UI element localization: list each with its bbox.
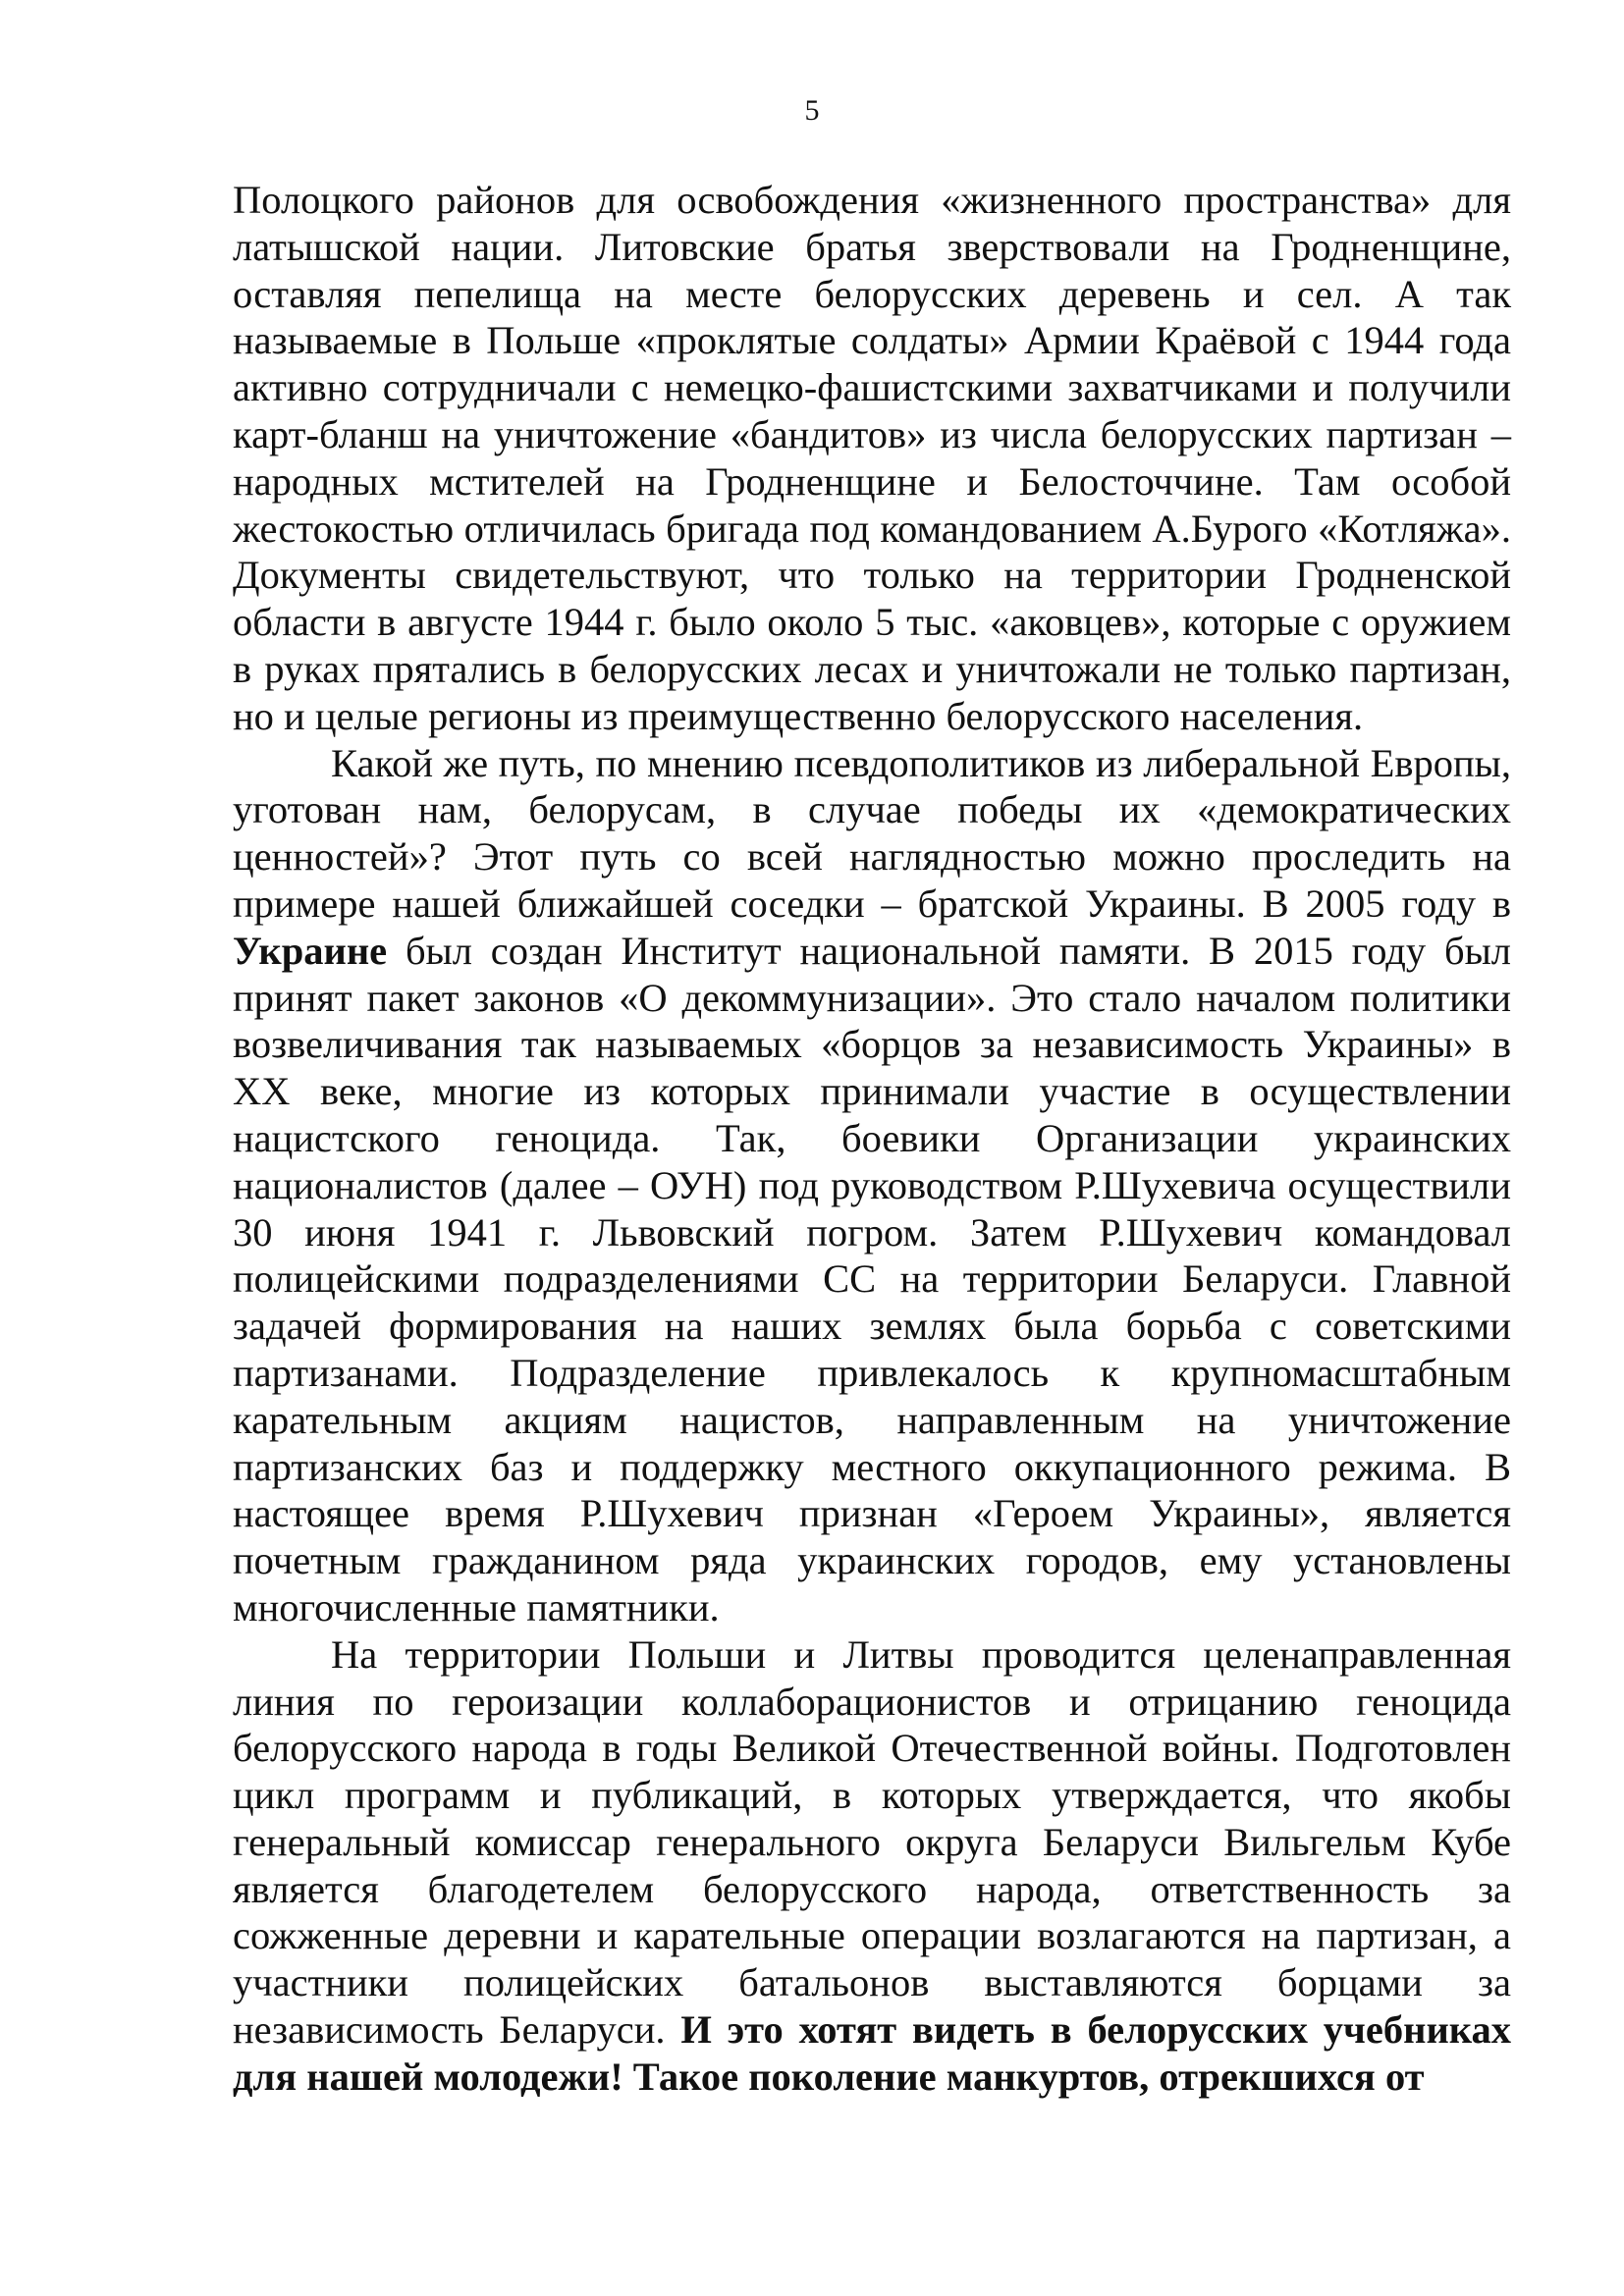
- paragraph-1-text: Полоцкого районов для освобождения «жизненного пространства» для латышской нации. Литовские братья зверствовали на Гродненщине, оставляя пепелища на месте белорусских деревень и сел. А так называемые в Польше «проклятые солдаты» Армии Краёвой с 1944 года активно сотрудничали с немецко-фашистскими захватчиками и получили карт-бланш на уничтожение «бандитов» из числа белорусских партизан – народных мстителей на Гродненщине и Белосточчине. Там особой жестокостью отличилась бригада под командованием А.Бурого «Котляжа». Документы свидетельствуют, что только на территории Гродненской области в августе 1944 г. было около 5 тыс. «аковцев», которые с оружием в руках прятались в белорусских лесах и уничтожали не только партизан, но и целые регионы из преимущественно белорусского населения.: [233, 178, 1511, 738]
- paragraph-2: [233, 740, 1511, 1631]
- paragraph-2-text-part-2: был создан Институт национальной памяти. В 2015 году был принят пакет законов «О декоммунизации». Это стало началом политики возвеличивания так называемых «борцов за независимость Украины» в ХХ веке, многие из которых принимали участие в осуществлении нацистского геноцида. Так, боевики Организации украинских националистов (далее – ОУН) под руководством Р.Шухевича осуществили 30 июня 1941 г. Львовский погром. Затем Р.Шухевич командовал полицейскими подразделениями СС на территории Беларуси. Главной задачей формирования на наших землях была борьба с советскими партизанами. Подразделение привлекалось к крупномасштабным карательным акциям нацистов, направленным на уничтожение партизанских баз и поддержку местного оккупационного режима. В настоящее время Р.Шухевич признан «Героем Украины», является почетным гражданином ряда украинских городов, ему установлены многочисленные памятники.: [233, 928, 1511, 1629]
- paragraph-2-bold-country: Украине: [233, 928, 388, 973]
- document-body: [233, 177, 1511, 2101]
- paragraph-1: [233, 177, 1511, 740]
- paragraph-3-bold-emphasis: И это хотят видеть в белорусских учебниках для нашей молодежи! Такое поколение манкуртов, отрекшихся от: [233, 2007, 1511, 2099]
- paragraph-3: [233, 1631, 1511, 2101]
- page-number: 5: [804, 94, 820, 127]
- paragraph-3-text: На территории Польши и Литвы проводится целенаправленная линия по героизации коллаборационистов и отрицанию геноцида белорусского народа в годы Великой Отечественной войны. Подготовлен цикл программ и публикаций, в которых утверждается, что якобы генеральный комиссар генерального округа Беларуси Вильгельм Кубе является благодетелем белорусского народа, ответственность за сожженные деревни и карательные операции возлагаются на партизан, а участники полицейских батальонов выставляются борцами за независимость Беларуси.: [233, 1631, 1511, 2053]
- paragraph-2-text-part-1: Какой же путь, по мнению псевдополитиков из либеральной Европы, уготован нам, белорусам, в случае победы их «демократических ценностей»? Этот путь со всей наглядностью можно проследить на примере нашей ближайшей соседки – братской Украины. В 2005 году в: [233, 740, 1511, 926]
